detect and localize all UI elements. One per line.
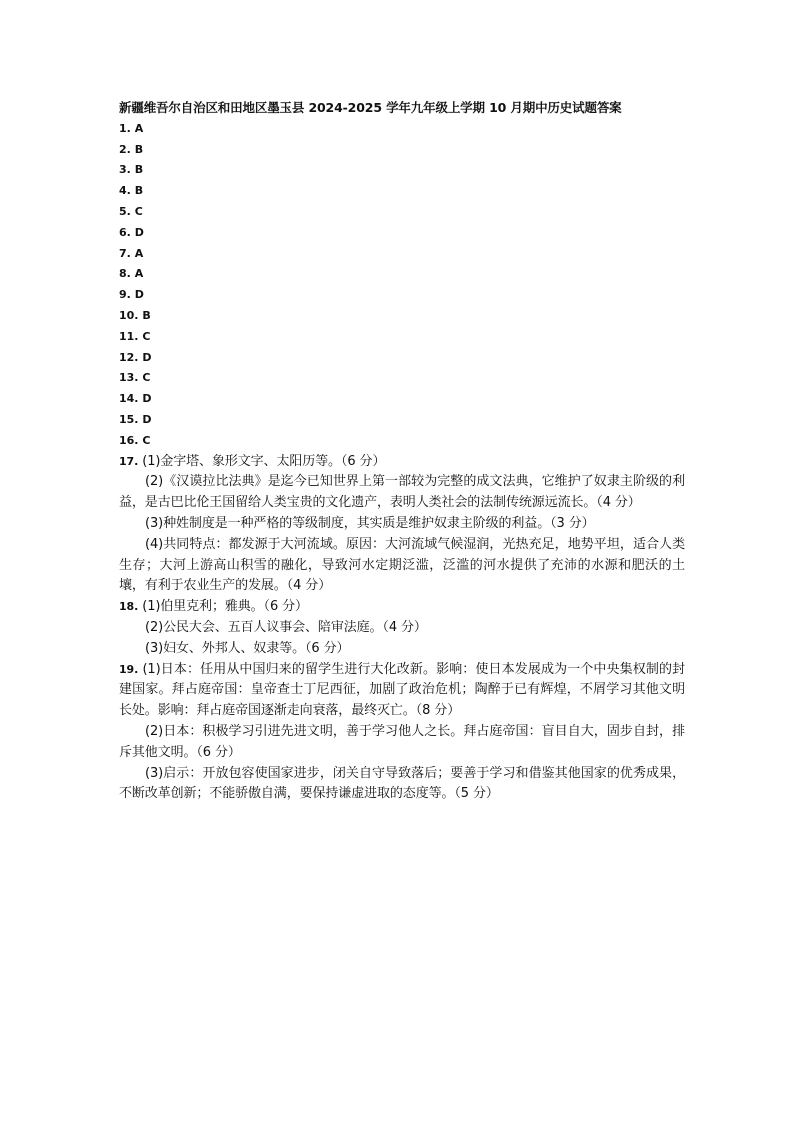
answer-choice: B bbox=[134, 163, 144, 177]
answer-item bbox=[119, 285, 685, 306]
answer-number: 9. bbox=[119, 288, 131, 302]
answer-item bbox=[119, 389, 685, 410]
answer-item bbox=[119, 160, 685, 181]
answer-choice: A bbox=[134, 246, 144, 260]
q19-part-2: (2)日本：积极学习引进先进文明，善于学习他人之长。拜占庭帝国：盲目自大，固步自封，排斥其他文明。（6 分） bbox=[119, 723, 685, 760]
question-number: 19. bbox=[119, 662, 139, 676]
answer-choice: C bbox=[134, 204, 143, 218]
answer-item bbox=[119, 119, 685, 140]
answer-item bbox=[119, 202, 685, 223]
q17-part-4: (4)共同特点：都发源于大河流域。原因：大河流域气候湿润，光热充足，地势平坦，适合人类生存；大河上游高山积雪的融化，导致河水定期泛滥，泛滥的河水提供了充沛的水源和肥沃的土壤，有利于农业生产的发展。（4 分） bbox=[119, 536, 685, 594]
answer-choice: D bbox=[134, 288, 144, 302]
answer-number: 15. bbox=[119, 412, 139, 426]
answer-number: 7. bbox=[119, 246, 131, 260]
answer-number: 8. bbox=[119, 267, 131, 281]
question-19 bbox=[119, 660, 685, 806]
question-17 bbox=[119, 452, 685, 598]
answer-choice: B bbox=[142, 308, 151, 322]
question-number: 17. bbox=[119, 454, 139, 468]
answer-number: 16. bbox=[119, 433, 139, 447]
answer-choice: D bbox=[142, 412, 152, 426]
answer-item bbox=[119, 306, 685, 327]
answer-item bbox=[119, 244, 685, 265]
answer-choice: B bbox=[134, 142, 144, 156]
answer-choice: A bbox=[134, 121, 144, 135]
answer-number: 12. bbox=[119, 350, 139, 364]
answer-item bbox=[119, 431, 685, 452]
answer-number: 13. bbox=[119, 371, 139, 385]
answer-item bbox=[119, 223, 685, 244]
answer-choice: D bbox=[142, 392, 152, 406]
multiple-choice-answers bbox=[119, 119, 685, 452]
answer-choice: A bbox=[134, 267, 144, 281]
answer-number: 2. bbox=[119, 142, 131, 156]
question-number: 18. bbox=[119, 600, 139, 614]
answer-choice: C bbox=[142, 329, 151, 343]
answer-number: 3. bbox=[119, 163, 131, 177]
answer-item bbox=[119, 368, 685, 389]
q17-part-1-text: (1)金字塔、象形文字、太阳历等。（6 分） bbox=[142, 453, 386, 469]
answer-number: 5. bbox=[119, 204, 131, 218]
answer-item bbox=[119, 140, 685, 161]
q18-part-3: (3)妇女、外邦人、奴隶等。（6 分） bbox=[145, 640, 350, 656]
answer-choice: B bbox=[134, 184, 144, 198]
question-18 bbox=[119, 597, 685, 659]
answer-item bbox=[119, 410, 685, 431]
answer-number: 14. bbox=[119, 392, 139, 406]
answer-number: 4. bbox=[119, 184, 131, 198]
answer-key-content bbox=[119, 98, 685, 805]
q17-part-1 bbox=[119, 452, 685, 473]
document-title: 新疆维吾尔自治区和田地区墨玉县 2024-2025 学年九年级上学期 10 月期中历史试题答案 bbox=[119, 100, 622, 115]
q19-part-1-text: (1)日本：任用从中国归来的留学生进行大化改新。影响：使日本发展成为一个中央集权制的封建国家。拜占庭帝国：皇帝查士丁尼西征，加剧了政治危机；陶醉于已有辉煌，不屑学习其他文明长处。影响：拜占庭帝国逐渐走向衰落，最终灭亡。（8 分） bbox=[119, 661, 685, 719]
answer-number: 11. bbox=[119, 329, 139, 343]
answer-item bbox=[119, 264, 685, 285]
q17-part-3: (3)种姓制度是一种严格的等级制度，其实质是维护奴隶主阶级的利益。（3 分） bbox=[145, 515, 595, 531]
answer-choice: D bbox=[142, 350, 152, 364]
answer-number: 10. bbox=[119, 308, 139, 322]
answer-number: 6. bbox=[119, 225, 131, 239]
answer-item bbox=[119, 327, 685, 348]
answer-item bbox=[119, 348, 685, 369]
q19-part-1 bbox=[119, 660, 685, 722]
q19-part-3: (3)启示：开放包容使国家进步，闭关自守导致落后；要善于学习和借鉴其他国家的优秀成果，不断改革创新；不能骄傲自满，要保持谦虚进取的态度等。（5 分） bbox=[119, 765, 685, 802]
q18-part-1 bbox=[119, 597, 685, 618]
answer-item bbox=[119, 181, 685, 202]
answer-number: 1. bbox=[119, 121, 131, 135]
answer-choice: C bbox=[142, 433, 151, 447]
q18-part-1-text: (1)伯里克利；雅典。（6 分） bbox=[142, 599, 308, 615]
q17-part-2: (2)《汉谟拉比法典》是迄今已知世界上第一部较为完整的成文法典，它维护了奴隶主阶级的利益，是古巴比伦王国留给人类宝贵的文化遗产，表明人类社会的法制传统源远流长。（4 分） bbox=[119, 474, 685, 511]
q18-part-2: (2)公民大会、五百人议事会、陪审法庭。（4 分） bbox=[145, 619, 427, 635]
answer-choice: C bbox=[142, 371, 151, 385]
answer-choice: D bbox=[134, 225, 144, 239]
